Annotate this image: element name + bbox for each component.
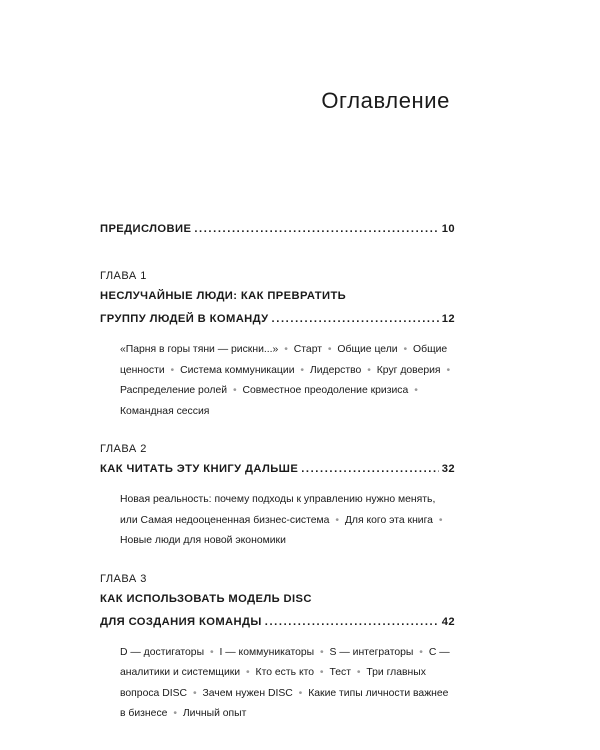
subtopic-item: Совместное преодоление кризиса <box>242 385 409 396</box>
chapter-subtopics <box>120 340 455 422</box>
chapter-2 <box>100 442 455 552</box>
subtopic-item: Зачем нужен DISC <box>202 687 293 699</box>
subtopic-item: Новая реальность: почему подходы к управлению нужно менять, или Самая недооцененная бизнес-система <box>120 494 436 526</box>
dot-leader <box>272 308 439 331</box>
subtopic-item: Лидерство <box>309 364 362 376</box>
chapter-subtopics <box>120 490 455 552</box>
toc-page-number: 42 <box>441 615 455 628</box>
subtopic-item: Новые люди для новой экономики <box>120 535 286 546</box>
bullet-separator: • <box>170 364 175 376</box>
subtopic-item: Три главных вопроса DISC <box>120 667 426 699</box>
bullet-separator: • <box>298 687 303 699</box>
table-of-contents <box>100 218 455 725</box>
subtopic-item: Личный опыт <box>182 708 247 719</box>
bullet-separator: • <box>335 514 339 526</box>
subtopic-item: Командная сессия <box>120 405 210 417</box>
chapter-label: ГЛАВА 1 <box>100 270 147 282</box>
bullet-separator: • <box>414 385 418 396</box>
bullet-separator: • <box>319 667 324 678</box>
chapter-title: ДЛЯ СОЗДАНИЯ КОМАНДЫ <box>100 615 262 628</box>
toc-entry-chapter-1[interactable] <box>100 308 455 331</box>
chapter-title: ГРУППУ ЛЮДЕЙ В КОМАНДУ <box>100 313 269 325</box>
chapter-title-line[interactable] <box>100 285 455 308</box>
subtopic-item: Общие ценности <box>120 344 448 376</box>
bullet-separator: • <box>232 385 237 396</box>
chapter-title-line[interactable] <box>100 588 455 611</box>
toc-entry-chapter-2[interactable] <box>100 458 455 481</box>
bullet-separator: • <box>356 667 361 678</box>
subtopic-item: Тест <box>329 667 351 678</box>
bullet-separator: • <box>192 687 197 699</box>
subtopic-item: C — аналитики и системщики <box>120 646 450 678</box>
toc-entry-preface[interactable] <box>100 218 455 241</box>
bullet-separator: • <box>300 364 305 376</box>
bullet-separator: • <box>367 364 371 376</box>
bullet-separator: • <box>173 708 177 719</box>
chapter-label: ГЛАВА 2 <box>100 443 147 455</box>
bullet-separator: • <box>446 364 451 376</box>
bullet-separator: • <box>209 646 214 658</box>
bullet-separator: • <box>403 344 408 355</box>
bullet-separator: • <box>284 344 288 355</box>
chapter-subtopics <box>120 643 455 725</box>
toc-page-number: 32 <box>441 463 455 475</box>
chapter-1 <box>100 269 455 422</box>
subtopic-item: Круг доверия <box>376 364 441 376</box>
chapter-title: НЕСЛУЧАЙНЫЕ ЛЮДИ: КАК ПРЕВРАТИТЬ <box>100 290 347 302</box>
subtopic-item: I — коммуникаторы <box>219 646 315 658</box>
chapter-3 <box>100 572 455 725</box>
subtopic-item: Какие типы личности важнее в бизнесе <box>120 687 449 719</box>
chapter-title: КАК ЧИТАТЬ ЭТУ КНИГУ ДАЛЬШЕ <box>100 463 299 475</box>
subtopic-item: D — достигаторы <box>120 646 205 658</box>
bullet-separator: • <box>438 514 443 526</box>
dot-leader <box>194 218 438 241</box>
subtopic-item: «Парня в горы тяни — рискни...» <box>120 344 279 355</box>
subtopic-item: Для кого эта книга <box>344 514 433 526</box>
toc-page-number: 10 <box>441 223 455 235</box>
dot-leader <box>301 458 439 481</box>
subtopic-item: Кто есть кто <box>255 667 315 678</box>
page-title: Оглавление <box>321 88 450 113</box>
bullet-separator: • <box>327 344 332 355</box>
bullet-separator: • <box>246 667 250 678</box>
chapter-label: ГЛАВА 3 <box>100 572 147 585</box>
toc-entry-title: ПРЕДИСЛОВИЕ <box>100 223 192 235</box>
subtopic-item: Общие цели <box>337 344 398 355</box>
subtopic-item: S — интеграторы <box>329 646 414 658</box>
subtopic-item: Система коммуникации <box>180 364 295 376</box>
subtopic-item: Старт <box>293 344 322 355</box>
subtopic-item: Распределение ролей <box>120 385 228 396</box>
dot-leader <box>265 611 439 634</box>
toc-page-number: 12 <box>441 313 455 325</box>
bullet-separator: • <box>320 646 324 658</box>
toc-entry-chapter-3[interactable] <box>100 611 455 634</box>
chapter-title: КАК ИСПОЛЬЗОВАТЬ МОДЕЛЬ DISC <box>100 592 312 605</box>
bullet-separator: • <box>419 646 423 658</box>
